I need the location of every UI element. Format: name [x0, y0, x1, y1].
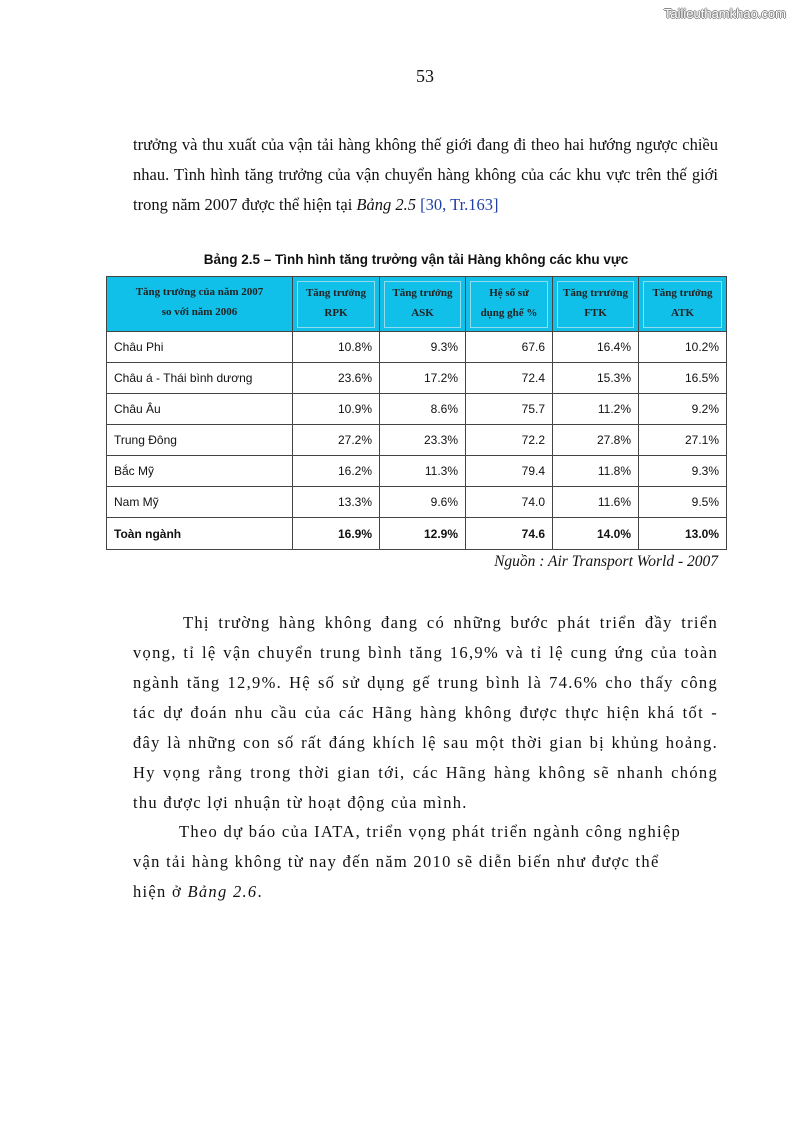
table-header-line: ATK — [670, 307, 695, 319]
source-note: Nguồn : Air Transport World - 2007 — [494, 553, 718, 570]
paragraph-forecast — [133, 817, 718, 907]
citation-link[interactable]: [30, Tr.163] — [420, 195, 499, 214]
table-cell-value: 9.3% — [639, 456, 727, 487]
table-header-1 — [293, 277, 380, 332]
table-cell-region: Toàn ngành — [107, 518, 293, 550]
table-cell-value: 16.2% — [293, 456, 380, 487]
table-header-line: so với năm 2006 — [161, 306, 238, 318]
paragraph-intro-text: trưởng và thu xuất của vận tải hàng không thế giới đang đi theo hai hướng ngược chiều nhau. Tình hình tăng trưởng của vận chuyển hàng không của các khu vực trên thế giới trong năm 2007 được thể hiện tại — [133, 135, 718, 214]
table-cell-value: 27.1% — [639, 425, 727, 456]
table-header-4 — [553, 277, 639, 332]
table-header-line: Tăng trưởng của năm 2007 — [135, 286, 264, 298]
table-cell-value: 9.3% — [380, 332, 466, 363]
table-cell-region: Châu Âu — [107, 394, 293, 425]
table-cell-value: 10.8% — [293, 332, 380, 363]
table-cell-value: 11.3% — [380, 456, 466, 487]
table-total-row — [107, 518, 727, 550]
table-body — [107, 332, 727, 550]
forecast-line-3: hiện ở — [133, 882, 188, 901]
table-header-line: ASK — [411, 307, 434, 319]
paragraph-analysis-text: Thị trường hàng không đang có những bước phát triển đầy triển vọng, tỉ lệ vận chuyển trung bình tăng 16,9% và tỉ lệ cung ứng của toàn ngành tăng 12,9%. Hệ số sử dụng gế trung bình là 74.6% cho thấy công tác dự đoán nhu cầu của các Hãng hàng không được thực hiện khá tốt - đây là những con số rất đáng khích lệ sau một thời gian bị khủng hoảng. Hy vọng rằng trong thời gian tới, các Hãng hàng không sẽ nhanh chóng thu được lợi nhuận từ hoạt động của mình. — [133, 613, 718, 812]
table-cell-value: 74.6 — [466, 518, 553, 550]
table-header-row — [107, 277, 727, 332]
table-cell-value: 11.6% — [553, 487, 639, 518]
table-cell-value: 74.0 — [466, 487, 553, 518]
table-cell-value: 16.4% — [553, 332, 639, 363]
table-cell-value: 17.2% — [380, 363, 466, 394]
table-header-3 — [466, 277, 553, 332]
table-header-line: dụng ghế % — [480, 307, 538, 319]
table-reference-2: Bảng 2.6 — [187, 882, 258, 901]
table-cell-value: 13.0% — [639, 518, 727, 550]
table-cell-value: 72.4 — [466, 363, 553, 394]
table-cell-value: 10.9% — [293, 394, 380, 425]
table-header-line: Tăng trưởng — [392, 287, 453, 299]
table-header-line: RPK — [324, 307, 348, 319]
table-row — [107, 332, 727, 363]
paragraph-intro — [133, 130, 718, 220]
table-cell-value: 16.5% — [639, 363, 727, 394]
table-reference: Bảng 2.5 — [356, 195, 417, 214]
forecast-line-1: Theo dự báo của IATA, triển vọng phát triển ngành công nghiệp — [179, 822, 682, 841]
table-cell-value: 27.8% — [553, 425, 639, 456]
table-cell-value: 14.0% — [553, 518, 639, 550]
table-cell-value: 11.8% — [553, 456, 639, 487]
table-cell-region: Bắc Mỹ — [107, 456, 293, 487]
table-cell-value: 72.2 — [466, 425, 553, 456]
table-header-0 — [107, 277, 293, 332]
table-header-5 — [639, 277, 727, 332]
table-cell-value: 8.6% — [380, 394, 466, 425]
table-header-line: Tăng trưởng — [305, 287, 367, 299]
paragraph-analysis — [133, 608, 718, 818]
table-cell-value: 79.4 — [466, 456, 553, 487]
table-cell-value: 10.2% — [639, 332, 727, 363]
table-row — [107, 363, 727, 394]
table-cell-value: 12.9% — [380, 518, 466, 550]
table-title: Bảng 2.5 – Tình hình tăng trưởng vận tải Hàng không các khu vực — [203, 252, 629, 267]
table-header-line: FTK — [584, 307, 607, 319]
table-cell-region: Nam Mỹ — [107, 487, 293, 518]
table-cell-value: 27.2% — [293, 425, 380, 456]
table-header-2 — [380, 277, 466, 332]
watermark: Tailieuthamkhao.com — [663, 6, 786, 21]
table-cell-value: 16.9% — [293, 518, 380, 550]
page-number: 53 — [416, 66, 434, 86]
table-cell-value: 23.3% — [380, 425, 466, 456]
table-header-line: Tăng trrưởng — [563, 287, 628, 299]
table-row — [107, 425, 727, 456]
table-row — [107, 487, 727, 518]
table-cell-value: 13.3% — [293, 487, 380, 518]
table-cell-value: 11.2% — [553, 394, 639, 425]
table-row — [107, 394, 727, 425]
table-cell-region: Châu á - Thái bình dương — [107, 363, 293, 394]
table-cell-value: 9.6% — [380, 487, 466, 518]
table-cell-value: 9.5% — [639, 487, 727, 518]
table-cell-value: 23.6% — [293, 363, 380, 394]
table-row — [107, 456, 727, 487]
table-cell-region: Trung Đông — [107, 425, 293, 456]
table-cell-value: 9.2% — [639, 394, 727, 425]
table-header-line: Hệ số sử — [489, 287, 529, 299]
table-header-line: Tăng trưởng — [652, 287, 713, 299]
forecast-line-3-end: . — [257, 882, 263, 901]
table-cell-region: Châu Phi — [107, 332, 293, 363]
table-cell-value: 75.7 — [466, 394, 553, 425]
growth-table — [106, 276, 727, 550]
table-cell-value: 67.6 — [466, 332, 553, 363]
table-cell-value: 15.3% — [553, 363, 639, 394]
forecast-line-2: vận tải hàng không từ nay đến năm 2010 sẽ diễn biến như được thể — [133, 852, 660, 871]
